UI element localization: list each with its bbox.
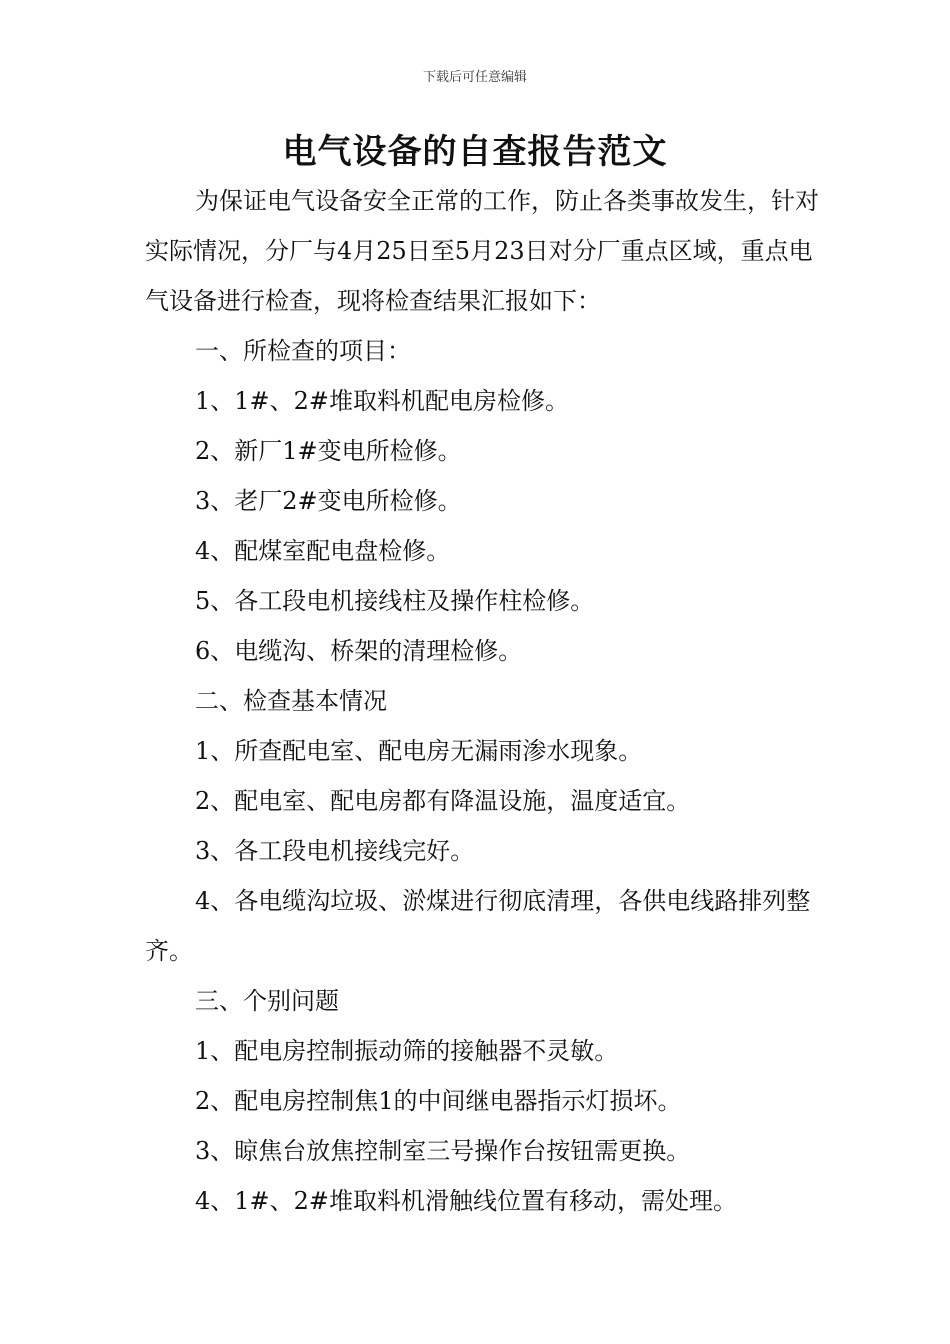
list-item: 2、新厂1#变电所检修。: [195, 437, 462, 465]
page-header: 下载后可任意编辑: [422, 70, 527, 85]
list-item: 2、配电房控制焦1的中间继电器指示灯损坏。: [195, 1087, 682, 1115]
list-item: 5、各工段电机接线柱及操作柱检修。: [195, 587, 595, 615]
intro-paragraph: 为保证电气设备安全正常的工作，防止各类事故发生，针对实际情况，分厂与4月25日至5月23日对分厂重点区域，重点电气设备进行检查，现将检查结果汇报如下：: [145, 187, 819, 315]
list-item: 3、晾焦台放焦控制室三号操作台按钮需更换。: [195, 1137, 691, 1165]
list-item: 3、各工段电机接线完好。: [195, 837, 475, 865]
document-title: 电气设备的自查报告范文: [282, 132, 668, 172]
list-item: 4、1#、2#堆取料机滑触线位置有移动，需处理。: [195, 1187, 738, 1215]
list-item: 3、老厂2#变电所检修。: [195, 487, 462, 515]
list-item: 4、配煤室配电盘检修。: [195, 537, 451, 565]
section-heading: 一、所检查的项目：: [195, 337, 411, 365]
list-item: 1、1#、2#堆取料机配电房检修。: [195, 387, 570, 415]
list-item: 6、电缆沟、桥架的清理检修。: [195, 637, 523, 665]
list-item: 1、配电房控制振动筛的接触器不灵敏。: [195, 1037, 619, 1065]
section-heading: 三、个别问题: [195, 987, 339, 1015]
list-item: 4、各电缆沟垃圾、淤煤进行彻底清理，各供电线路排列整齐。: [145, 887, 811, 965]
section-heading: 二、检查基本情况: [195, 687, 387, 715]
list-item: 2、配电室、配电房都有降温设施，温度适宜。: [195, 787, 691, 815]
document-body: [145, 176, 835, 1226]
list-item: 1、所查配电室、配电房无漏雨渗水现象。: [195, 737, 643, 765]
